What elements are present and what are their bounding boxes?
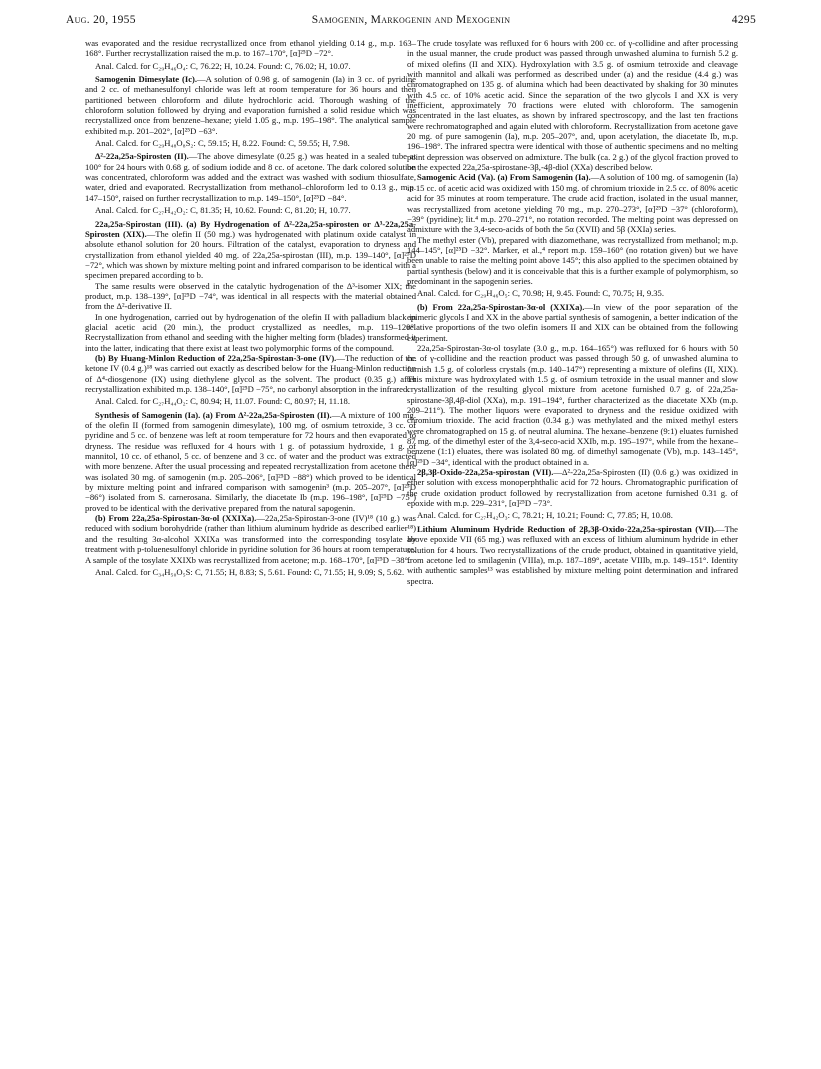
section-heading: Lithium Aluminum Hydride Reduction of 2β,3β-Oxido-22a,25a-spirostan (VII).: [417, 523, 717, 534]
analysis-text: Anal. Calcd. for C₂₉H₄₆O₄: C, 76.22; H, 10.24. Found: C, 76.02; H, 10.07.: [95, 60, 351, 71]
analysis-line: [85, 138, 416, 148]
analysis-line: [85, 567, 416, 577]
paragraph-text: In one hydrogenation, carried out by hydrogenation of the olefin II with palladium black in glacial acetic acid (20 min.), the product crystallized as needles, m.p. 119–120°. Recrystallization from ethanol and seeding with the higher melting form (blades) transformed it into the latter, indicating that there exist at least two polymorphic forms of the compound.: [85, 311, 416, 353]
section-heading: 22a,25a-Spirostan (III). (a) By Hydrogenation of Δ²-22a,25a-spirosten or Δ³-22a,25a-Spirosten (XIX).: [85, 218, 416, 239]
paragraph-text: —The reduction of the ketone IV (0.4 g.)¹⁸ was carried out exactly as described below for the Huang-Minlon reduction of Δ⁴-diosgenone (IX) using diethylene glycol as the solvent. The product (0.35 g.) after recrystallization exhibited m.p. 138–140°, [α]²⁵D −75°, no carbonyl absorption in the infrared.: [85, 352, 416, 394]
header-title: Samogenin, Markogenin and Mexogenin: [311, 14, 511, 26]
paragraph: [407, 172, 738, 234]
paragraph: [85, 74, 416, 136]
paragraph-text: —22a,25a-Spirostan-3-one (IV)¹⁸ (10 g.) was reduced with sodium borohydride (rather than lithium aluminum hydride as described earlier¹⁸) and the resulting 3α-alcohol XXIXa was transformed into the corresponding tosylate by treatment with p-toluenesulfonyl chloride in pyridine solution for 36 hours at room temperature. A sample of the tosylate XXIXb was recrystallized from acetone; m.p. 168–170°, [α]²⁵D −38°.: [85, 513, 417, 565]
paragraph-text: The crude tosylate was refluxed for 6 hours with 200 cc. of γ-collidine and after processing in the usual manner, the crude product was passed through unwashed alumina to furnish 5.2 g. of mixed olefins (II and XIX). Hydroxylation with 3.5 g. of osmium tetroxide and cleavage with mannitol and alkali was performed as described under (a) and the residue (4.4 g.) was chromatographed on 135 g. of alumina which had been deactivated by shaking for 30 minutes with 4.5 cc. of 10% acetic acid. Since the separation of the two glycols I and XX is very inefficient, approximately 70 fractions were eluted with chloroform. The samogenin concentrated in the last eluates, as shown by infrared spectroscopy, and the last ten fractions were rechromatographed and again eluted with chloroform. Recrystallization from acetone gave 20 mg. of pure samogenin (Ia), m.p. 205–207°, and, upon acetylation, the diacetate Ib, m.p. 196–198°. The infrared spectra were identical with those of authentic specimens and no melting point depression was observed on admixture. The bulk (ca. 2 g.) of the glycol fraction proved to be the expected 22a,25a-spirostane-3β,-4β-diol (XXa) described below.: [407, 38, 738, 173]
paragraph-text: —A solution of 0.98 g. of samogenin (Ia) in 3 cc. of pyridine and 2 cc. of methanesulfonyl chloride was left at room temperature for 36 hours and then partitioned between chloroform and dilute hydrochloric acid. Thorough washing of the chloroform solution followed by drying and evaporation furnished a solid residue which was recrystallized once from benzene–hexane; yield 1.05 g., m.p. 195–198°. The analytical sample exhibited m.p. 201–202°, [α]²⁵D −63°.: [85, 74, 416, 136]
paragraph: [85, 151, 416, 203]
paragraph: [407, 524, 738, 586]
analysis-line: [407, 288, 738, 298]
paragraph-text: —The olefin II (50 mg.) was hydrogenated with platinum oxide catalyst in absolute ethanol solution for 20 hours. Filtration of the catalyst, evaporation to dryness and crystallization from ethanol yielded 40 mg. of 22a,25a-spirostan (III), m.p. 139–140°, [α]²⁵D −72°, which was shown by mixture melting point and infrared comparison to be identical with a specimen prepared according to b.: [85, 228, 416, 281]
analysis-text: Anal. Calcd. for C₂₇H₄₂O₂: C, 81.35; H, 10.62. Found: C, 81.20; H, 10.77.: [95, 205, 351, 216]
paragraph: [407, 302, 738, 343]
paragraph-text: —Δ²-22a,25a-Spirosten (II) (0.6 g.) was oxidized in ether solution with excess monoperphthalic acid for 72 hours. Chromatographic purification of the crude oxidation product followed by recrystallization from acetone furnished 0.31 g. of epoxide with m.p. 229–231°, [α]²⁵D −73°.: [407, 467, 738, 509]
right-column: [407, 38, 738, 586]
section-heading: Samogenin Dimesylate (Ic).: [95, 74, 198, 85]
analysis-text: Anal. Calcd. for C₂₉H₄₆O₅: C, 70.98; H, 9.45. Found: C, 70.75; H, 9.35.: [417, 288, 665, 299]
analysis-text: Anal. Calcd. for C₃₄H₅₀O₅S: C, 71.55; H, 8.83; S, 5.61. Found: C, 71.55; H, 9.09; S, 5.62.: [95, 566, 405, 577]
paragraph: [407, 235, 738, 287]
paragraph: [85, 353, 416, 394]
paragraph: [407, 38, 738, 172]
paragraph-text: —The above dimesylate (0.25 g.) was heated in a sealed tube at 100° for 24 hours with 0.68 g. of sodium iodide and 8 cc. of acetone. The dark colored solution was concentrated, chloroform was added and the extract was washed with sodium thiosulfate, water, dried and evaporated. Recrystallization from methanol–chloroform led to 0.13 g., m.p. 147–150°, raised on further recrystallization to m.p. 149–150°, [α]²⁵D −84°.: [85, 151, 417, 203]
section-heading: Δ²-22a,25a-Spirosten (II).: [95, 151, 189, 162]
analysis-text: Anal. Calcd. for C₂₇H₄₂O₃: C, 78.21; H, 10.21; Found: C, 77.85; H, 10.08.: [417, 510, 673, 521]
paragraph: [407, 343, 738, 467]
paragraph-text: —A mixture of 100 mg. of the olefin II (formed from samogenin dimesylate), 100 mg. of osmium tetroxide, 3 cc. of pyridine and 5 cc. of benzene was left at room temperature for 72 hours and then evaporated to dryness. The residue was refluxed for 4 hours with 1 g. of potassium hydroxide, 1 g. of mannitol, 10 cc. of ethanol, 5 cc. of benzene and 3 cc. of water and the product was extracted with more benzene. After the usual processing and repeated recrystallization from acetone there was isolated 30 mg. of samogenin (m.p. 205–206°, [α]²⁵D −88°) which proved to be identical by mixture melting point and infrared comparison with samogenin³ (m.p. 205–207°, [α]²⁵D −86°) isolated from S. carnerosana. Similarly, the diacetate Ib (m.p. 196–198°, [α]²⁵D −75°) proved to be identical with the derivative prepared from the natural sapogenin.: [85, 409, 417, 513]
section-heading: Samogenic Acid (Va). (a) From Samogenin (Ia).: [417, 172, 591, 183]
analysis-text: Anal. Calcd. for C₂₇H₄₄O₂: C, 80.94; H, 11.07. Found: C, 80.97; H, 11.18.: [95, 396, 350, 407]
paragraph-text: —A solution of 100 mg. of samogenin (Ia) in 15 cc. of acetic acid was oxidized with 150 mg. of chromium trioxide in 2.5 cc. of 80% acetic acid for 35 minutes at room temperature. The crude acid fraction, isolated in the usual manner, was recrystallized from acetone yielding 70 mg., m.p. 270–273°, [α]²⁵D −37° (chloroform), −39° (pyridine); lit.⁴ m.p. 270–271°, no rotation recorded. The melting point was depressed on admixture with the 3,4-seco-acids of both the 5α (XVII) and 5β (XXIa) series.: [407, 172, 738, 235]
analysis-line: [85, 61, 416, 71]
analysis-line: [85, 396, 416, 406]
paragraph-text: The same results were observed in the catalytic hydrogenation of the Δ³-isomer XIX; the product, m.p. 138–139°, [α]²⁵D −74°, was identical in all respects with the material obtained from the Δ²-derivative II.: [85, 280, 416, 312]
paragraph: [85, 281, 416, 312]
paragraph: [407, 467, 738, 508]
analysis-line: [85, 205, 416, 215]
paragraph: [85, 38, 416, 59]
header-page-number: 4295: [731, 14, 756, 26]
analysis-line: [407, 510, 738, 520]
paragraph: [85, 513, 416, 565]
paragraph: [85, 312, 416, 353]
section-heading: Synthesis of Samogenin (Ia). (a) From Δ²-22a,25a-Spirosten (II).: [95, 409, 332, 420]
paragraph-text: 22a,25a-Spirostan-3α-ol tosylate (3.0 g., m.p. 164–165°) was refluxed for 6 hours with 50 cc. of γ-collidine and the reaction product was passed through 50 g. of unwashed alumina to furnish 1.5 g. of colorless crystals (m.p. 140–147°) representing a mixture of olefins (II, XIX). This mixture was hydroxylated with 1.5 g. of osmium tetroxide in the usual manner and slow crystallization of the resulting glycol mixture from acetone furnished 0.7 g. of 22a,25a-spirostane-3β,4β-diol (XXa), m.p. 191–194°, further characterized as the diacetate XXb (m.p. 209–211°). The mother liquors were evaporated to dryness and the residue oxidized with chromium trioxide. The acid fraction (0.34 g.) was methylated and the mixed methyl esters were chromatographed on 15 g. of neutral alumina. The hexane–benzene (9:1) eluates furnished 87 mg. of the dimethyl ester of the 3,4-seco-acid XXIb, m.p. 195–197°, while from the hexane–benzene (1:1) eluates, there was isolated 80 mg. of dimethyl samogenate (Vb), m.p. 143–145°, [α]²⁵D −34°, identical with the product obtained in a.: [407, 342, 738, 467]
analysis-text: Anal. Calcd. for C₂₉H₄₈O₈S₂: C, 59.15; H, 8.22. Found: C, 59.55; H, 7.98.: [95, 138, 350, 149]
paragraph-text: —The above epoxide VII (65 mg.) was refluxed with an excess of lithium aluminum hydride in ether solution for 4 hours. Two recrystallizations of the crude product, obtained in quantitative yield, from acetone led to smilagenin (VIIIa), m.p. 187–189°, acetate VIIIb, m.p. 149–151°. Identity with authentic samples¹³ was established by mixture melting point determination and infrared spectra.: [407, 523, 738, 586]
left-column: [85, 38, 416, 580]
section-heading: 2β,3β-Oxido-22a,25a-spirostan (VII).: [417, 467, 554, 478]
paragraph-text: was evaporated and the residue recrystallized once from ethanol yielding 0.14 g., m.p. 163–168°. Further recrystallization raised the m.p. to 167–170°, [α]²⁵D −72°.: [85, 38, 416, 59]
section-heading: (b) From 22a,25a-Spirostan-3α-ol (XXIXa).: [417, 301, 585, 312]
page-header: [66, 14, 756, 32]
paragraph-text: —In view of the poor separation of the epimeric glycols I and XX in the above partial synthesis of samogenin, a better indication of the relative proportions of the two olefin isomers II and XIX can be obtained from the following experiment.: [407, 301, 739, 343]
header-date: Aug. 20, 1955: [66, 14, 136, 26]
section-heading: (b) By Huang-Minlon Reduction of 22a,25a-Spirostan-3-one (IV).: [95, 352, 337, 363]
section-heading: (b) From 22a,25a-Spirostan-3α-ol (XXIXa).: [95, 513, 257, 524]
paragraph: [85, 219, 416, 281]
paragraph: [85, 410, 416, 513]
paragraph-text: The methyl ester (Vb), prepared with diazomethane, was recrystallized from methanol; m.p. 144–145°, [α]²⁵D −32°. Marker, et al.,⁴ report m.p. 159–160° (no rotation given) but we have been unable to raise the melting point above 145°; this also applied to the specimen obtained by partial synthesis (below) and it is conceivable that this is a further example of polymorphism, so predominant in the sapogenin series.: [407, 234, 738, 286]
